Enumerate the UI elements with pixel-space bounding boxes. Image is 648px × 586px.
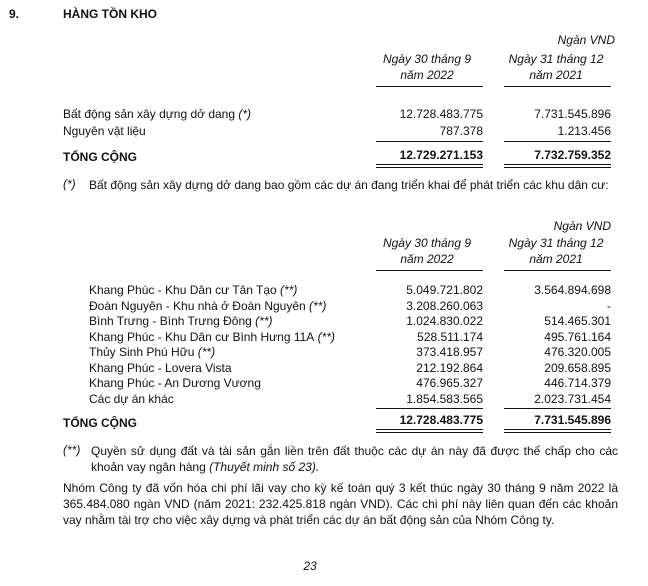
table-cell: 3.564.894.698 (534, 283, 611, 297)
table-cell: 446.714.379 (544, 376, 611, 390)
table-row-label: Khang Phúc - Khu Dân cư Bình Hưng 11A (**) (89, 330, 335, 344)
table-cell: 495.761.164 (544, 330, 611, 344)
table-cell: 7.731.545.896 (534, 107, 611, 121)
table-cell: 3.208.260.063 (406, 299, 483, 313)
table-row-label: Khang Phúc - An Dương Vương (89, 376, 261, 390)
table-cell: 373.418.957 (416, 345, 483, 359)
table-cell: 528.511.174 (417, 330, 483, 344)
table-row-label: Đoàn Nguyên - Khu nhà ở Đoàn Nguyên (**) (89, 299, 327, 313)
table-row-label: Các dự án khác (89, 392, 174, 406)
subtotal-line (504, 141, 611, 142)
table-cell: 476.320.005 (544, 345, 611, 359)
header-underline (504, 270, 611, 271)
table-cell: 514.465.301 (544, 314, 611, 328)
table-cell: 212.192.864 (416, 361, 483, 375)
total-label: TỔNG CỘNG (63, 150, 137, 164)
column-header-2021: Ngày 31 tháng 12 năm 2021 (508, 52, 604, 82)
total-label: TỔNG CỘNG (63, 416, 137, 430)
header-underline (376, 270, 483, 271)
unit-label: Ngàn VND (553, 219, 611, 233)
table-cell: 5.049.721.802 (406, 283, 483, 297)
table-cell: 476.965.327 (416, 376, 483, 390)
section-number: 9. (9, 7, 20, 21)
section-title: HÀNG TỒN KHO (63, 7, 157, 21)
total-double-line (376, 164, 483, 168)
subtotal-line (376, 408, 483, 409)
footnote-marker: (**) (63, 443, 81, 457)
table-cell: 12.728.483.775 (399, 107, 483, 121)
total-value: 7.732.759.352 (534, 148, 611, 162)
table-row-label: Nguyên vật liệu (63, 124, 146, 138)
total-value: 12.728.483.775 (399, 413, 483, 427)
footnote-text: Bất động sản xây dựng dở dang bao gồm các dự án đang triển khai để phát triển các khu dân cư: (89, 178, 609, 192)
table-cell: 1.024.830.022 (406, 314, 483, 328)
header-underline (376, 86, 483, 87)
column-header-2022: Ngày 30 tháng 9 năm 2022 (382, 52, 472, 82)
table-cell: 209.658.895 (544, 361, 611, 375)
table-row-label: Bất động sản xây dựng dở dang (*) (63, 107, 252, 121)
table-row-label: Bình Trưng - Bình Trưng Đông (**) (89, 314, 273, 328)
footnote-text: Quyền sử dụng đất và tài sản gắn liền trên đất thuộc các dự án này đã được thế chấp cho các khoản vay ngân hàng (Thuyết minh số 23). (91, 444, 618, 474)
table-cell: 1.854.583.565 (406, 392, 483, 406)
subtotal-line (376, 141, 483, 142)
table-row-label: Khang Phúc - Khu Dân cư Tân Tạo (**) (89, 283, 298, 297)
subtotal-line (504, 408, 611, 409)
column-header-2021: Ngày 31 tháng 12 năm 2021 (508, 236, 604, 266)
table-row-label: Thủy Sinh Phú Hữu (**) (89, 345, 216, 359)
page-number: 23 (303, 559, 317, 573)
total-value: 7.731.545.896 (534, 413, 611, 427)
header-underline (504, 86, 611, 87)
unit-label: Ngàn VND (557, 33, 615, 47)
total-double-line (376, 429, 483, 433)
body-paragraph: Nhóm Công ty đã vốn hóa chi phí lãi vay cho kỳ kế toán quý 3 kết thúc ngày 30 tháng 9 năm 2022 là 365.484.080 ngàn VND (năm 2021: 232.425.818 ngàn VND). Các chi phí này liên quan đến các khoản vay nhằm tài trợ cho việc xây dựng và phát triển các dự án bất động sản của Nhóm Công ty. (63, 481, 618, 527)
table-cell: 2.023.731.454 (534, 392, 611, 406)
table-cell: - (607, 299, 611, 313)
table-cell: 1.213.456 (557, 124, 611, 138)
column-header-2022: Ngày 30 tháng 9 năm 2022 (382, 236, 472, 266)
total-value: 12.729.271.153 (399, 148, 483, 162)
footnote-marker: (*) (63, 177, 76, 191)
total-double-line (504, 429, 611, 433)
total-double-line (504, 164, 611, 168)
table-cell: 787.378 (439, 124, 483, 138)
table-row-label: Khang Phúc - Lovera Vista (89, 361, 232, 375)
